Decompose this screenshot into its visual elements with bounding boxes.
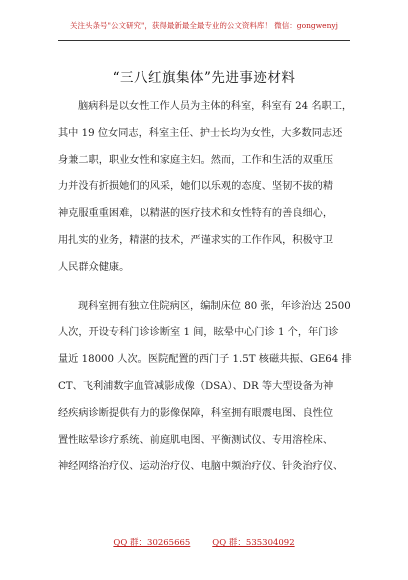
paragraph-2-line: 现科室拥有独立住院病区，编制床位 80 张，年诊治达 2500 (78, 300, 351, 312)
paragraph-1-line: 人民群众健康。 (58, 261, 130, 273)
paragraph-2-line: 人次，开设专科门诊诊断室 1 间，眩晕中心门诊 1 个，年门诊 (58, 327, 339, 339)
paragraph-1-line: 用扎实的业务，精湛的技术，严谨求实的工作作风，积极守卫 (58, 234, 334, 246)
paragraph-1-line: 身兼二职，职业女性和家庭主妇。然而，工作和生活的双重压 (58, 154, 334, 166)
paragraph-1-line: 脑病科是以女性工作人员为主体的科室，科室有 24 名职工， (78, 101, 353, 112)
paragraph-2-line: 经疾病诊断提供有力的影像保障，科室拥有眼震电图、良性位 (58, 407, 334, 419)
document-title: “三八红旗集体”先进事迹材料 (112, 70, 296, 86)
paragraph-2-line: CT、飞利浦数字血管减影成像（DSA）、DR 等大型设备为神 (58, 380, 334, 392)
paragraph-spacer (58, 287, 358, 299)
paragraph-2-line: 神经网络治疗仪、运动治疗仪、电脑中频治疗仪、针灸治疗仪、 (58, 461, 344, 473)
paragraph-1-line: 力并没有折损她们的风采，她们以乐观的态度、坚韧不拔的精 (58, 181, 334, 193)
paragraph-1-line: 神克服重重困难，以精湛的医疗技术和女性特有的善良细心， (58, 208, 334, 220)
paragraph-1-line: 其中 19 位女同志，科室主任、护士长均为女性，大多数同志还 (58, 127, 343, 139)
paragraph-2-line: 置性眩晕诊疗系统、前庭肌电图、平衡测试仪、专用溶栓床、 (58, 434, 334, 446)
page-footer (0, 536, 408, 548)
page-header-promo: 关注头条号"公文研究"，获得最新最全最专业的公文资料库！ 微信：gongwenyj (70, 21, 338, 30)
document-body (58, 99, 358, 486)
qq-group-1-link[interactable]: QQ 群：30265665 (113, 538, 191, 548)
paragraph-2-line: 量近 18000 人次。医院配置的西门子 1.5T 核磁共振、GE64 排 (58, 354, 352, 366)
qq-group-2-link[interactable]: QQ 群：535304092 (212, 538, 295, 548)
header-divider (58, 40, 350, 41)
